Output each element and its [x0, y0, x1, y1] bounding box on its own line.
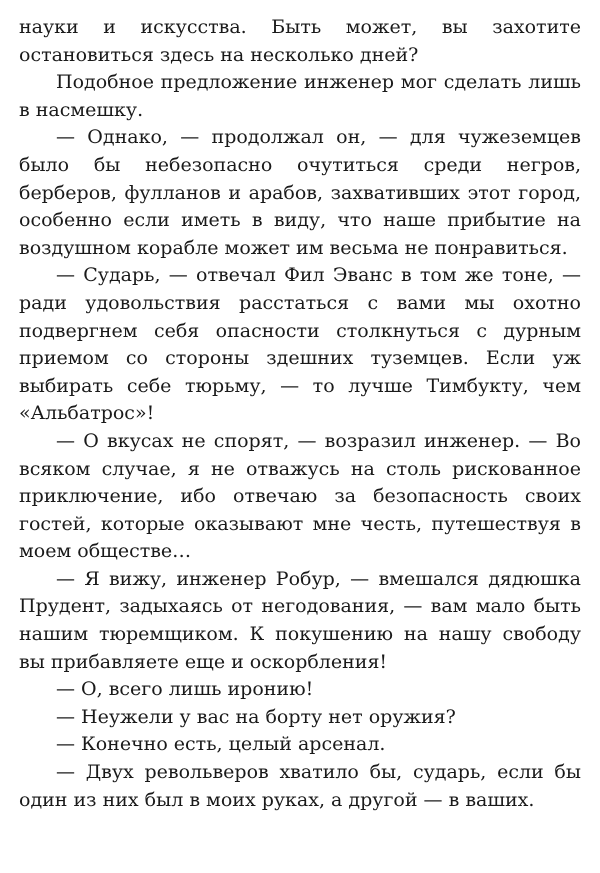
page-text [19, 14, 581, 814]
paragraph-1: науки и искусства. Быть может, вы захотите остановиться здесь на несколько дней? [19, 16, 581, 66]
paragraph-7: — О, всего лишь иронию! [56, 678, 314, 701]
paragraph-8: — Неужели у вас на борту нет оружия? [56, 705, 456, 728]
paragraph-3: — Однако, — продолжал он, — для чужеземцев было бы небезопасно очутиться среди негров, берберов, фулланов и арабов, захвативших этот город, особенно если иметь в виду, что наше прибытие на воздушном корабле может им весьма не понравиться. [19, 126, 581, 259]
paragraph-5: — О вкусах не спорят, — возразил инженер. — Во всяком случае, я не отважусь на столь рискованное приключение, ибо отвечаю за безопасность своих гостей, которые оказывают мне честь, путешествуя в моем обществе… [19, 429, 581, 563]
paragraph-9: — Конечно есть, целый арсенал. [56, 733, 386, 756]
paragraph-6: — Я вижу, инженер Робур, — вмешался дядюшка Прудент, задыхаясь от негодования, — вам мало быть нашим тюремщиком. К покушению на нашу свободу вы прибавляете еще и оскорбления! [19, 567, 581, 673]
paragraph-10: — Двух револьверов хватило бы, сударь, если бы один из них был в моих руках, а другой — в ваших. [19, 761, 581, 811]
paragraph-4: — Сударь, — отвечал Фил Эванс в том же тоне, — ради удовольствия расстаться с вами мы охотно подвергнем себя опасности столкнуться с дурным приемом со стороны здешних туземцев. Если уж выбирать себе тюрьму, — то лучше Тимбукту, чем «Альбатрос»! [19, 264, 581, 425]
paragraph-2: Подобное предложение инженер мог сделать лишь в насмешку. [19, 71, 581, 121]
